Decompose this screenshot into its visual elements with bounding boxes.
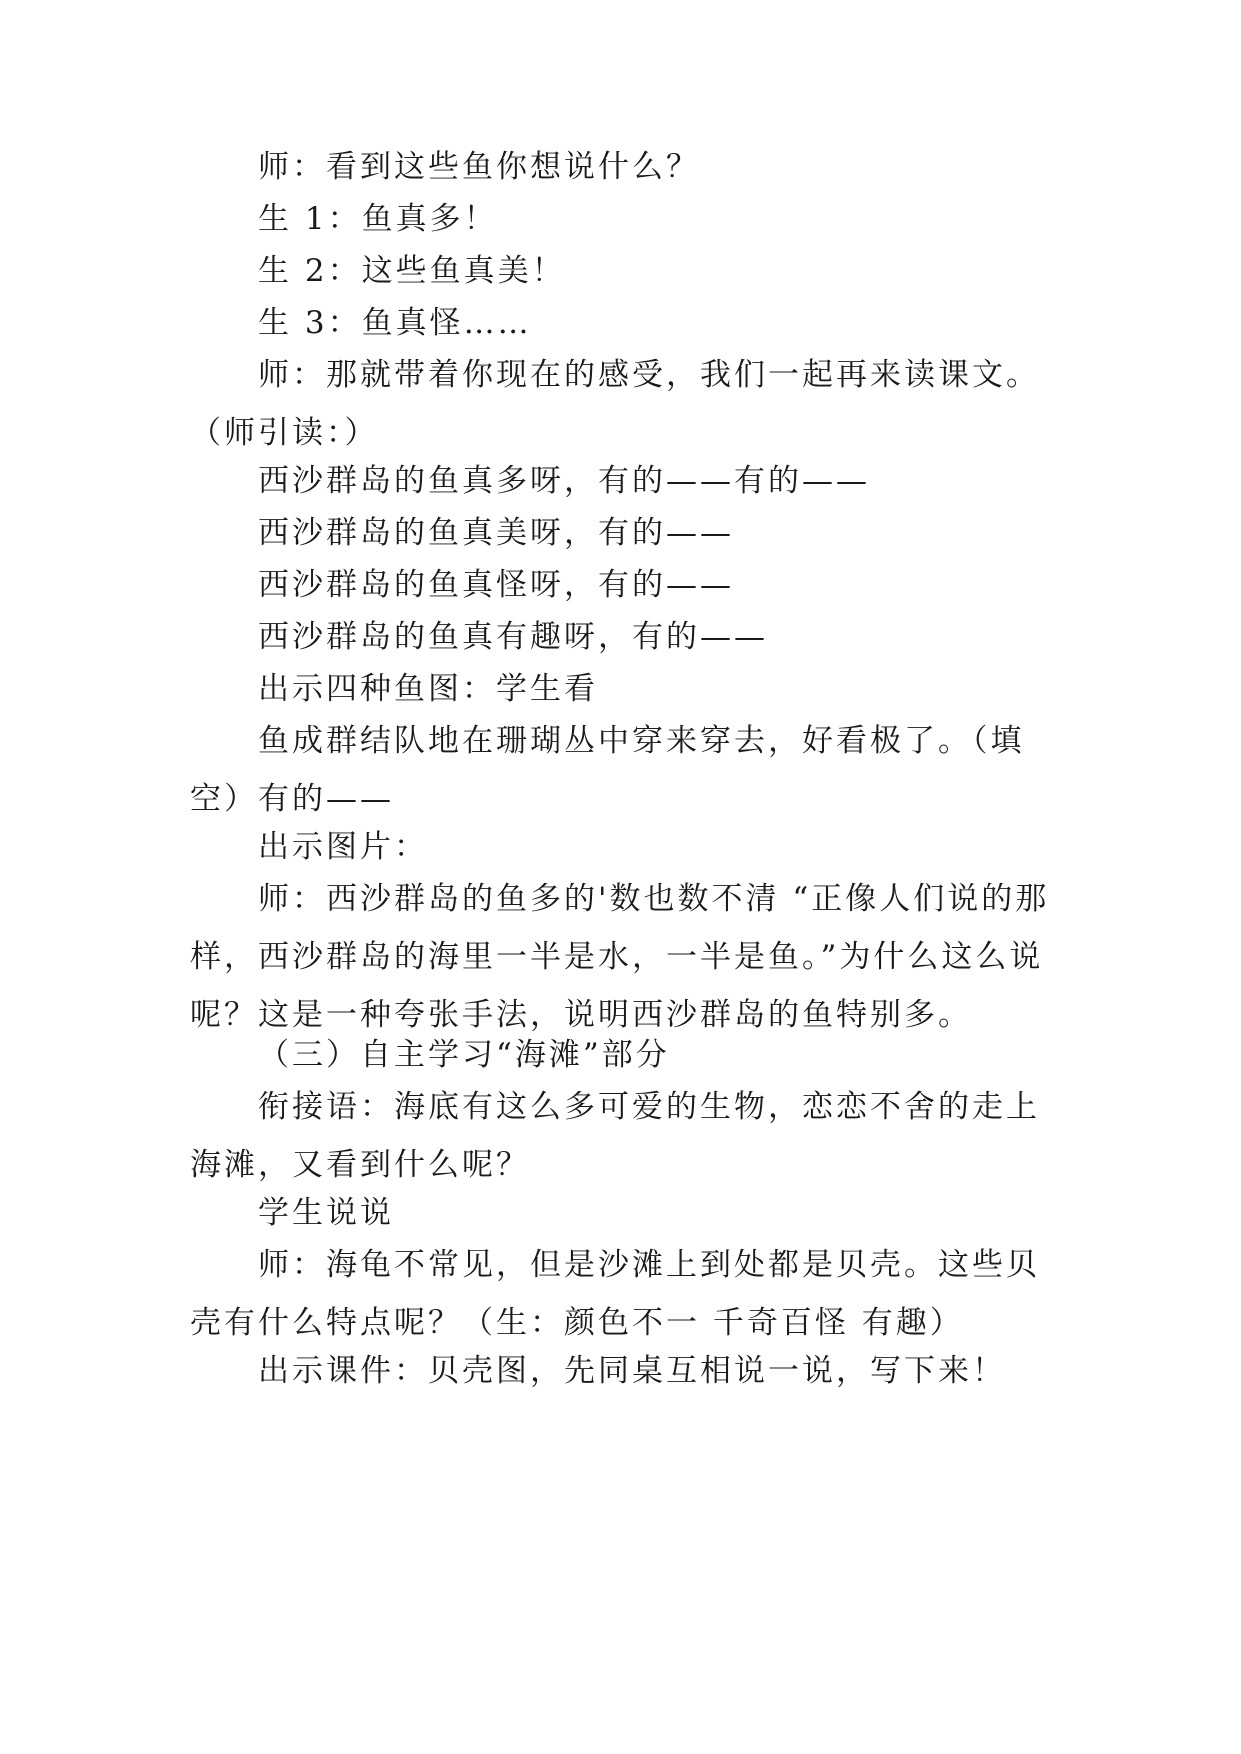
- dialogue-student-3: 生 3：鱼真怪……: [258, 305, 532, 341]
- reading-line-many: 西沙群岛的鱼真多呀，有的——有的——: [258, 463, 870, 499]
- reading-line-strange: 西沙群岛的鱼真怪呀，有的——: [258, 567, 734, 603]
- teacher-shell-question: 师：海龟不常见，但是沙滩上到处都是贝壳。这些贝壳有什么特点呢？（生：颜色不一 千奇百怪 有趣）: [190, 1247, 1040, 1341]
- dialogue-student-1: 生 1：鱼真多！: [258, 201, 498, 237]
- section-heading-beach: （三）自主学习“海滩”部分: [258, 1037, 670, 1073]
- student-discussion: 学生说说: [258, 1195, 394, 1231]
- instruction-shell-courseware: 出示课件：贝壳图，先同桌互相说一说，写下来！: [258, 1353, 1006, 1389]
- teacher-explanation-exaggeration: 师：西沙群岛的鱼多的'数也数不清 “正像人们说的那样，西沙群岛的海里一半是水，一半是鱼。”为什么这么说呢？这是一种夸张手法，说明西沙群岛的鱼特别多。: [190, 881, 1050, 1033]
- fill-in-blank-sentence: 鱼成群结队地在珊瑚丛中穿来穿去，好看极了。（填空）有的——: [190, 723, 1025, 817]
- transition-statement: 衔接语：海底有这么多可爱的生物，恋恋不舍的走上海滩，又看到什么呢？: [190, 1089, 1040, 1183]
- reading-line-beautiful: 西沙群岛的鱼真美呀，有的——: [258, 515, 734, 551]
- dialogue-teacher-guided-reading: 师：那就带着你现在的感受，我们一起再来读课文。（师引读：）: [190, 357, 1040, 451]
- dialogue-student-2: 生 2：这些鱼真美！: [258, 253, 566, 289]
- reading-line-interesting: 西沙群岛的鱼真有趣呀，有的——: [258, 619, 768, 655]
- instruction-show-pictures: 出示图片：: [258, 829, 428, 865]
- dialogue-teacher-question: 师：看到这些鱼你想说什么？: [258, 149, 700, 185]
- instruction-show-fish-pictures: 出示四种鱼图：学生看: [258, 671, 598, 707]
